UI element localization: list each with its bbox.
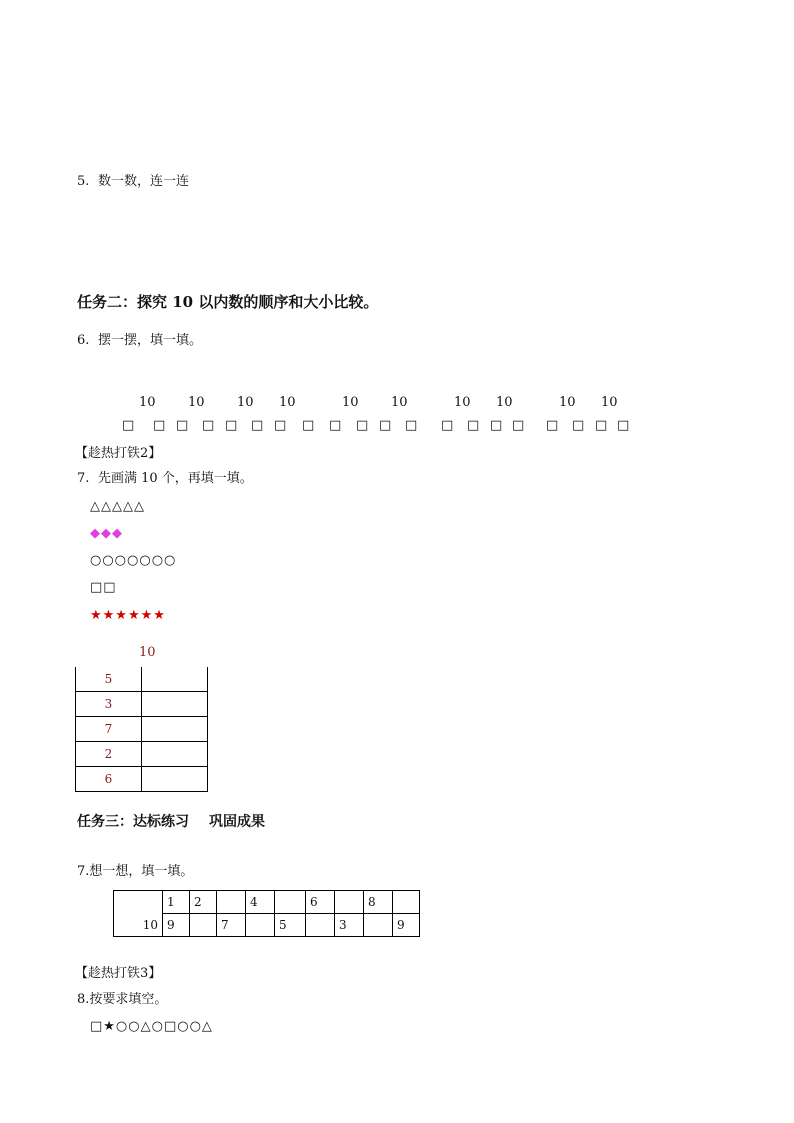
q6-box[interactable]: □ [274, 418, 287, 433]
q6-ten: 10 [237, 395, 254, 410]
q7b-number-table [113, 890, 420, 937]
table-cell: 1 [163, 891, 190, 914]
q6-box[interactable]: □ [379, 418, 392, 433]
q7-star-row: ★★★★★★ [90, 608, 166, 623]
q6-text: 摆一摆，填一填。 [98, 333, 203, 348]
table-row [114, 914, 420, 937]
table-cell: 2 [190, 891, 217, 914]
table-row [76, 767, 208, 792]
table-row [114, 891, 420, 914]
table-cell: 3 [335, 914, 364, 937]
q7-table-header: 10 [139, 645, 156, 660]
q6-box[interactable]: □ [546, 418, 559, 433]
table-cell-blank[interactable] [335, 891, 364, 914]
q8-text: 8.按要求填空。 [77, 992, 168, 1007]
q6-box[interactable]: □ [617, 418, 630, 433]
q6-box[interactable]: □ [122, 418, 135, 433]
table-cell-blank[interactable] [246, 914, 275, 937]
table-cell-blank[interactable] [142, 692, 208, 717]
table-cell: 8 [364, 891, 393, 914]
table-cell-blank[interactable] [275, 891, 306, 914]
q7-number: 7. [77, 471, 90, 486]
q7-fill-table [75, 667, 208, 792]
table-cell-blank[interactable] [190, 914, 217, 937]
table-cell: 9 [393, 914, 420, 937]
q6-box[interactable]: □ [467, 418, 480, 433]
q7b-text: 7.想一想，填一填。 [77, 864, 194, 879]
q6-number: 6. [77, 333, 90, 348]
table-cell-blank[interactable] [306, 914, 335, 937]
table-cell-label: 5 [76, 667, 142, 692]
table-row [76, 742, 208, 767]
table-cell-label: 7 [76, 717, 142, 742]
table-row [76, 717, 208, 742]
q6-box[interactable]: □ [490, 418, 503, 433]
table-cell-label: 6 [76, 767, 142, 792]
table-cell [114, 891, 163, 914]
q5-text: 数一数，连一连 [98, 174, 190, 189]
q6-ten: 10 [279, 395, 296, 410]
table-cell-blank[interactable] [142, 717, 208, 742]
section3-label: 【趁热打铁3】 [75, 966, 162, 981]
q6-ten: 10 [496, 395, 513, 410]
table-cell-label: 3 [76, 692, 142, 717]
table-cell-blank[interactable] [142, 742, 208, 767]
table-cell: 7 [217, 914, 246, 937]
q5-number: 5. [77, 174, 90, 189]
table-cell: 9 [163, 914, 190, 937]
q6-box[interactable]: □ [251, 418, 264, 433]
q6-box[interactable]: □ [176, 418, 189, 433]
q6-ten: 10 [454, 395, 471, 410]
q6-box[interactable]: □ [405, 418, 418, 433]
q6-box[interactable]: □ [202, 418, 215, 433]
q6-box[interactable]: □ [302, 418, 315, 433]
q6-box[interactable]: □ [441, 418, 454, 433]
task3-subtitle: 巩固成果 [209, 814, 265, 830]
q6-box[interactable]: □ [595, 418, 608, 433]
q6-box[interactable]: □ [225, 418, 238, 433]
q6-box[interactable]: □ [153, 418, 166, 433]
q7-diamond-row: ◆◆◆ [90, 526, 123, 541]
table-cell-blank[interactable] [142, 767, 208, 792]
q6-box[interactable]: □ [572, 418, 585, 433]
q6-box[interactable]: □ [329, 418, 342, 433]
table-cell-blank[interactable] [393, 891, 420, 914]
table-cell-blank[interactable] [364, 914, 393, 937]
q7-circle-row: ○○○○○○○ [90, 553, 177, 568]
q6-box[interactable]: □ [512, 418, 525, 433]
q6-ten: 10 [559, 395, 576, 410]
table-cell-blank[interactable] [217, 891, 246, 914]
q6-ten: 10 [139, 395, 156, 410]
q7-text: 先画满 10 个，再填一填。 [98, 471, 253, 486]
task3-title: 任务三：达标练习 [77, 814, 189, 830]
table-cell: 10 [114, 914, 163, 937]
q6-ten: 10 [342, 395, 359, 410]
q7-triangle-row: △△△△△ [90, 499, 145, 514]
q6-ten: 10 [391, 395, 408, 410]
task2-title: 任务二：探究 10 以内数的顺序和大小比较。 [77, 293, 379, 311]
table-cell: 6 [306, 891, 335, 914]
table-cell: 5 [275, 914, 306, 937]
table-row [76, 667, 208, 692]
q6-ten: 10 [188, 395, 205, 410]
table-cell: 4 [246, 891, 275, 914]
q6-box[interactable]: □ [356, 418, 369, 433]
table-cell-blank[interactable] [142, 667, 208, 692]
table-cell-label: 2 [76, 742, 142, 767]
q7-square-row: □□ [90, 580, 117, 595]
q6-ten: 10 [601, 395, 618, 410]
q8-shape-sequence: □★○○△○□○○△ [90, 1019, 213, 1034]
table-row [76, 692, 208, 717]
section2-label: 【趁热打铁2】 [75, 446, 162, 461]
